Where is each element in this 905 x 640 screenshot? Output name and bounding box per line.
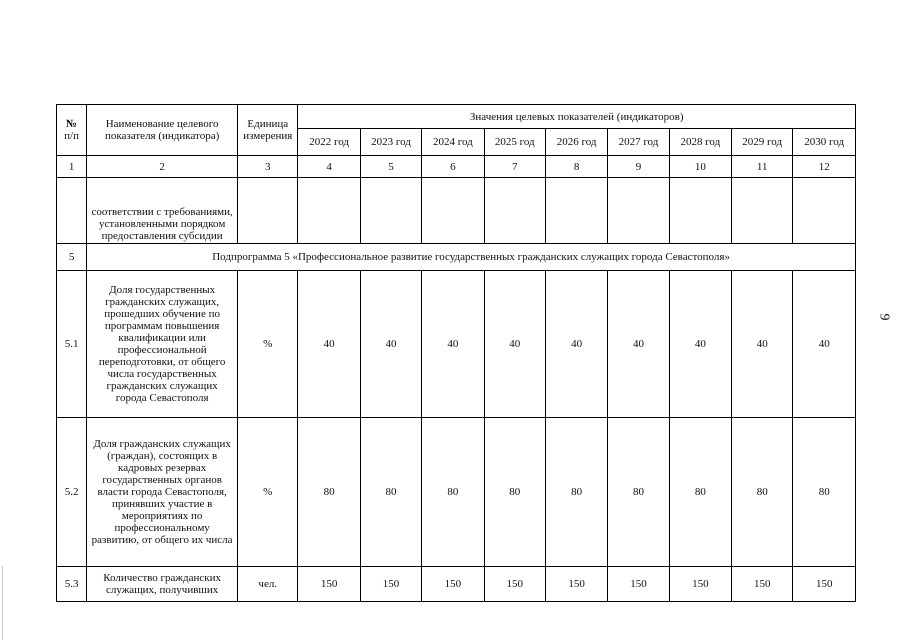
header-year: 2024 год: [422, 129, 484, 156]
indicator-value: 150: [608, 567, 669, 602]
table-row: [57, 271, 856, 418]
indicator-unit: %: [238, 271, 298, 418]
column-number: 2: [87, 156, 238, 178]
indicator-name: Доля государственных гражданских служащих, прошедших обучение по программам повышения квалификации или профессиональной переподготовки, от общего числа государственных гражданских служащих города Севастополя: [87, 271, 238, 418]
indicator-value: 150: [669, 567, 731, 602]
empty-cell: [484, 178, 545, 244]
table-row: [57, 567, 856, 602]
header-year: 2030 год: [793, 129, 856, 156]
header-row-top: [57, 105, 856, 129]
empty-cell: [793, 178, 856, 244]
indicator-value: 40: [298, 271, 360, 418]
header-number-abbr: п/п: [64, 130, 79, 142]
indicator-name: Доля гражданских служащих (граждан), состоящих в кадровых резервах государственных органов власти города Севастополя, принявших участие в мероприятиях по профессиональному развитию, от общего их числа: [87, 418, 238, 567]
indicator-value: 150: [360, 567, 421, 602]
column-number: 11: [732, 156, 793, 178]
column-number: 6: [422, 156, 484, 178]
indicator-value: 150: [793, 567, 856, 602]
column-number: 4: [298, 156, 360, 178]
indicator-value: 40: [484, 271, 545, 418]
indicator-value: 150: [298, 567, 360, 602]
table-row: [57, 418, 856, 567]
column-number-row: [57, 156, 856, 178]
indicator-value: 40: [545, 271, 607, 418]
empty-cell: [422, 178, 484, 244]
header-number-cell: [57, 105, 87, 156]
column-number: 7: [484, 156, 545, 178]
indicator-value: 80: [298, 418, 360, 567]
row-number: 5.3: [57, 567, 87, 602]
indicator-value: 80: [669, 418, 731, 567]
header-values-title: Значения целевых показателей (индикаторов): [298, 105, 856, 129]
indicator-value: 150: [422, 567, 484, 602]
empty-cell: [298, 178, 360, 244]
empty-cell: [238, 178, 298, 244]
indicator-value: 80: [484, 418, 545, 567]
indicator-value: 80: [360, 418, 421, 567]
empty-cell: [669, 178, 731, 244]
indicator-value: 80: [793, 418, 856, 567]
column-number: 5: [360, 156, 421, 178]
scan-edge-line: [2, 566, 3, 640]
header-year: 2025 год: [484, 129, 545, 156]
empty-cell: [732, 178, 793, 244]
header-unit: Единица измерения: [238, 105, 298, 156]
header-year: 2023 год: [360, 129, 421, 156]
indicator-value: 40: [360, 271, 421, 418]
indicator-value: 40: [669, 271, 731, 418]
column-number: 3: [238, 156, 298, 178]
continuation-indicator-name: соответствии с требованиями, установленными порядком предоставления субсидии: [87, 178, 238, 244]
column-number: 9: [608, 156, 669, 178]
indicator-value: 150: [732, 567, 793, 602]
subprogram-row: [57, 244, 856, 271]
subprogram-number: 5: [57, 244, 87, 271]
column-number: 1: [57, 156, 87, 178]
header-number-sign: №: [66, 118, 78, 130]
column-number: 10: [669, 156, 731, 178]
header-year: 2026 год: [545, 129, 607, 156]
empty-cell: [545, 178, 607, 244]
indicator-value: 80: [608, 418, 669, 567]
header-year: 2022 год: [298, 129, 360, 156]
indicators-table: [56, 104, 856, 602]
empty-cell: [360, 178, 421, 244]
empty-cell: [608, 178, 669, 244]
page-number: 9: [876, 313, 892, 321]
row-number: 5.2: [57, 418, 87, 567]
indicator-name: Количество гражданских служащих, получивших: [87, 567, 238, 602]
header-year: 2027 год: [608, 129, 669, 156]
indicator-value: 40: [793, 271, 856, 418]
column-number: 8: [545, 156, 607, 178]
indicator-value: 40: [422, 271, 484, 418]
indicator-unit: %: [238, 418, 298, 567]
column-number: 12: [793, 156, 856, 178]
header-indicator-name: Наименование целевого показателя (индикатора): [87, 105, 238, 156]
continuation-row: [57, 178, 856, 244]
indicator-value: 80: [545, 418, 607, 567]
row-number: 5.1: [57, 271, 87, 418]
indicator-value: 40: [608, 271, 669, 418]
empty-cell: [57, 178, 87, 244]
header-year: 2029 год: [732, 129, 793, 156]
indicator-value: 40: [732, 271, 793, 418]
indicator-value: 150: [484, 567, 545, 602]
subprogram-title: Подпрограмма 5 «Профессиональное развитие государственных гражданских служащих города Севастополя»: [87, 244, 856, 271]
indicator-value: 80: [422, 418, 484, 567]
header-year: 2028 год: [669, 129, 731, 156]
indicator-value: 80: [732, 418, 793, 567]
indicator-value: 150: [545, 567, 607, 602]
indicator-unit: чел.: [238, 567, 298, 602]
